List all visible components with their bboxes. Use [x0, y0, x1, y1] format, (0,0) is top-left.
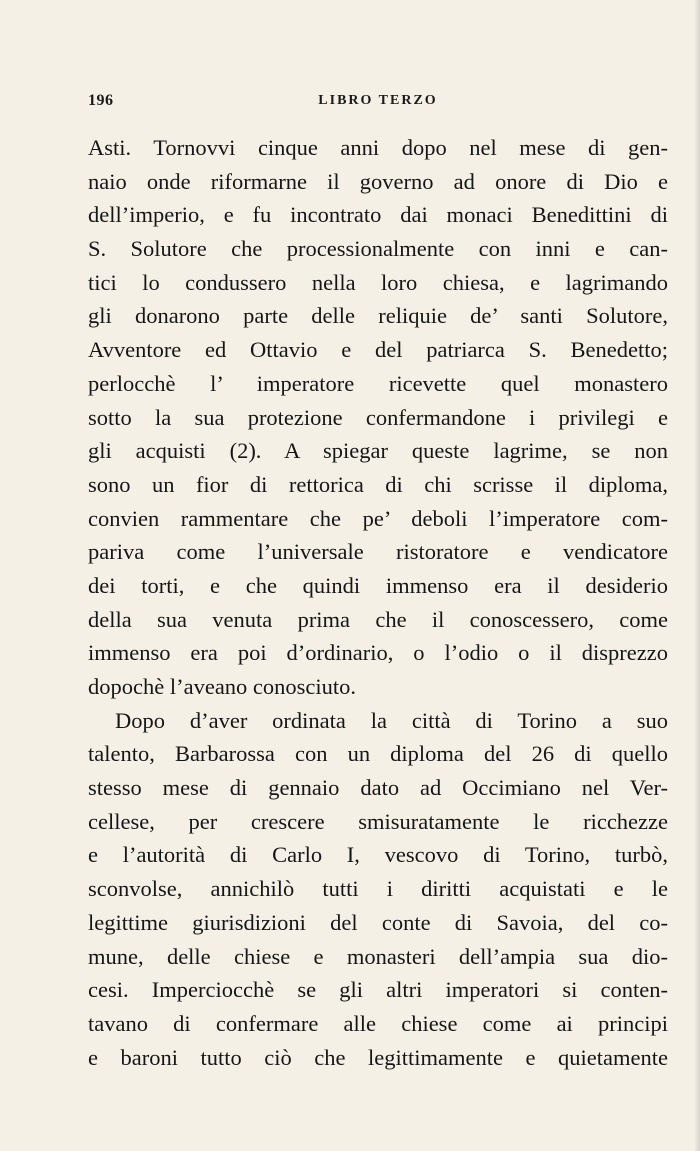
- text-line: Asti. Tornovvi cinque anni dopo nel mese di gen-: [88, 135, 668, 160]
- text-line: tici lo condussero nella loro chiesa, e lagrimando: [88, 269, 668, 295]
- text-line: sono un fior di rettorica di chi scrisse il diploma,: [88, 471, 668, 497]
- text-line: legittime giurisdizioni del conte di Savoia, del co-: [88, 909, 668, 935]
- text-line: talento, Barbarossa con un diploma del 26 di quello: [88, 741, 668, 767]
- text-line: della sua venuta prima che il conoscessero, come: [88, 606, 668, 632]
- running-head: [88, 92, 668, 114]
- text-line: S. Solutore che processionalmente con inni e can-: [88, 236, 668, 262]
- text-line-paragraph-end: dopochè l’aveano conosciuto.: [88, 674, 357, 699]
- text-line: gli donarono parte delle reliquie de’ santi Solutore,: [88, 303, 668, 329]
- text-line: cesi. Imperciocchè se gli altri imperatori si conten-: [88, 977, 668, 1003]
- text-line: gli acquisti (2). A spiegar queste lagrime, se non: [88, 438, 668, 464]
- text-line: sotto la sua protezione confermandone i privilegi e: [88, 404, 668, 430]
- text-line: sconvolse, annichilò tutti i diritti acquistati e le: [88, 876, 668, 902]
- text-line: perlocchè l’ imperatore ricevette quel monastero: [88, 370, 668, 396]
- text-line: convien rammentare che pe’ deboli l’imperatore com-: [88, 505, 668, 531]
- page-edge-shadow: [694, 0, 700, 1151]
- text-line: immenso era poi d’ordinario, o l’odio o il disprezzo: [88, 640, 668, 666]
- text-line: dei torti, e che quindi immenso era il desiderio: [88, 572, 668, 598]
- running-head-title: LIBRO TERZO: [318, 93, 438, 108]
- text-line: e baroni tutto ciò che legittimamente e quietamente: [88, 1044, 668, 1070]
- text-line: tavano di confermare alle chiese come ai principi: [88, 1010, 668, 1036]
- text-line: mune, delle chiese e monasteri dell’ampia sua dio-: [88, 943, 668, 969]
- text-line: stesso mese di gennaio dato ad Occimiano nel Ver-: [88, 775, 668, 801]
- text-line: cellese, per crescere smisuratamente le ricchezze: [88, 808, 668, 834]
- text-line: dell’imperio, e fu incontrato dai monaci Benedittini di: [88, 202, 668, 228]
- page-number: 196: [88, 92, 114, 109]
- text-line: Avventore ed Ottavio e del patriarca S. Benedetto;: [88, 337, 668, 363]
- body-text: [88, 131, 668, 1074]
- text-line-paragraph-start: Dopo d’aver ordinata la città di Torino a suo: [115, 707, 668, 733]
- text-line: e l’autorità di Carlo I, vescovo di Torino, turbò,: [88, 842, 668, 868]
- text-line: naio onde riformarne il governo ad onore di Dio e: [88, 168, 668, 194]
- text-line: pariva come l’universale ristoratore e vendicatore: [88, 539, 668, 565]
